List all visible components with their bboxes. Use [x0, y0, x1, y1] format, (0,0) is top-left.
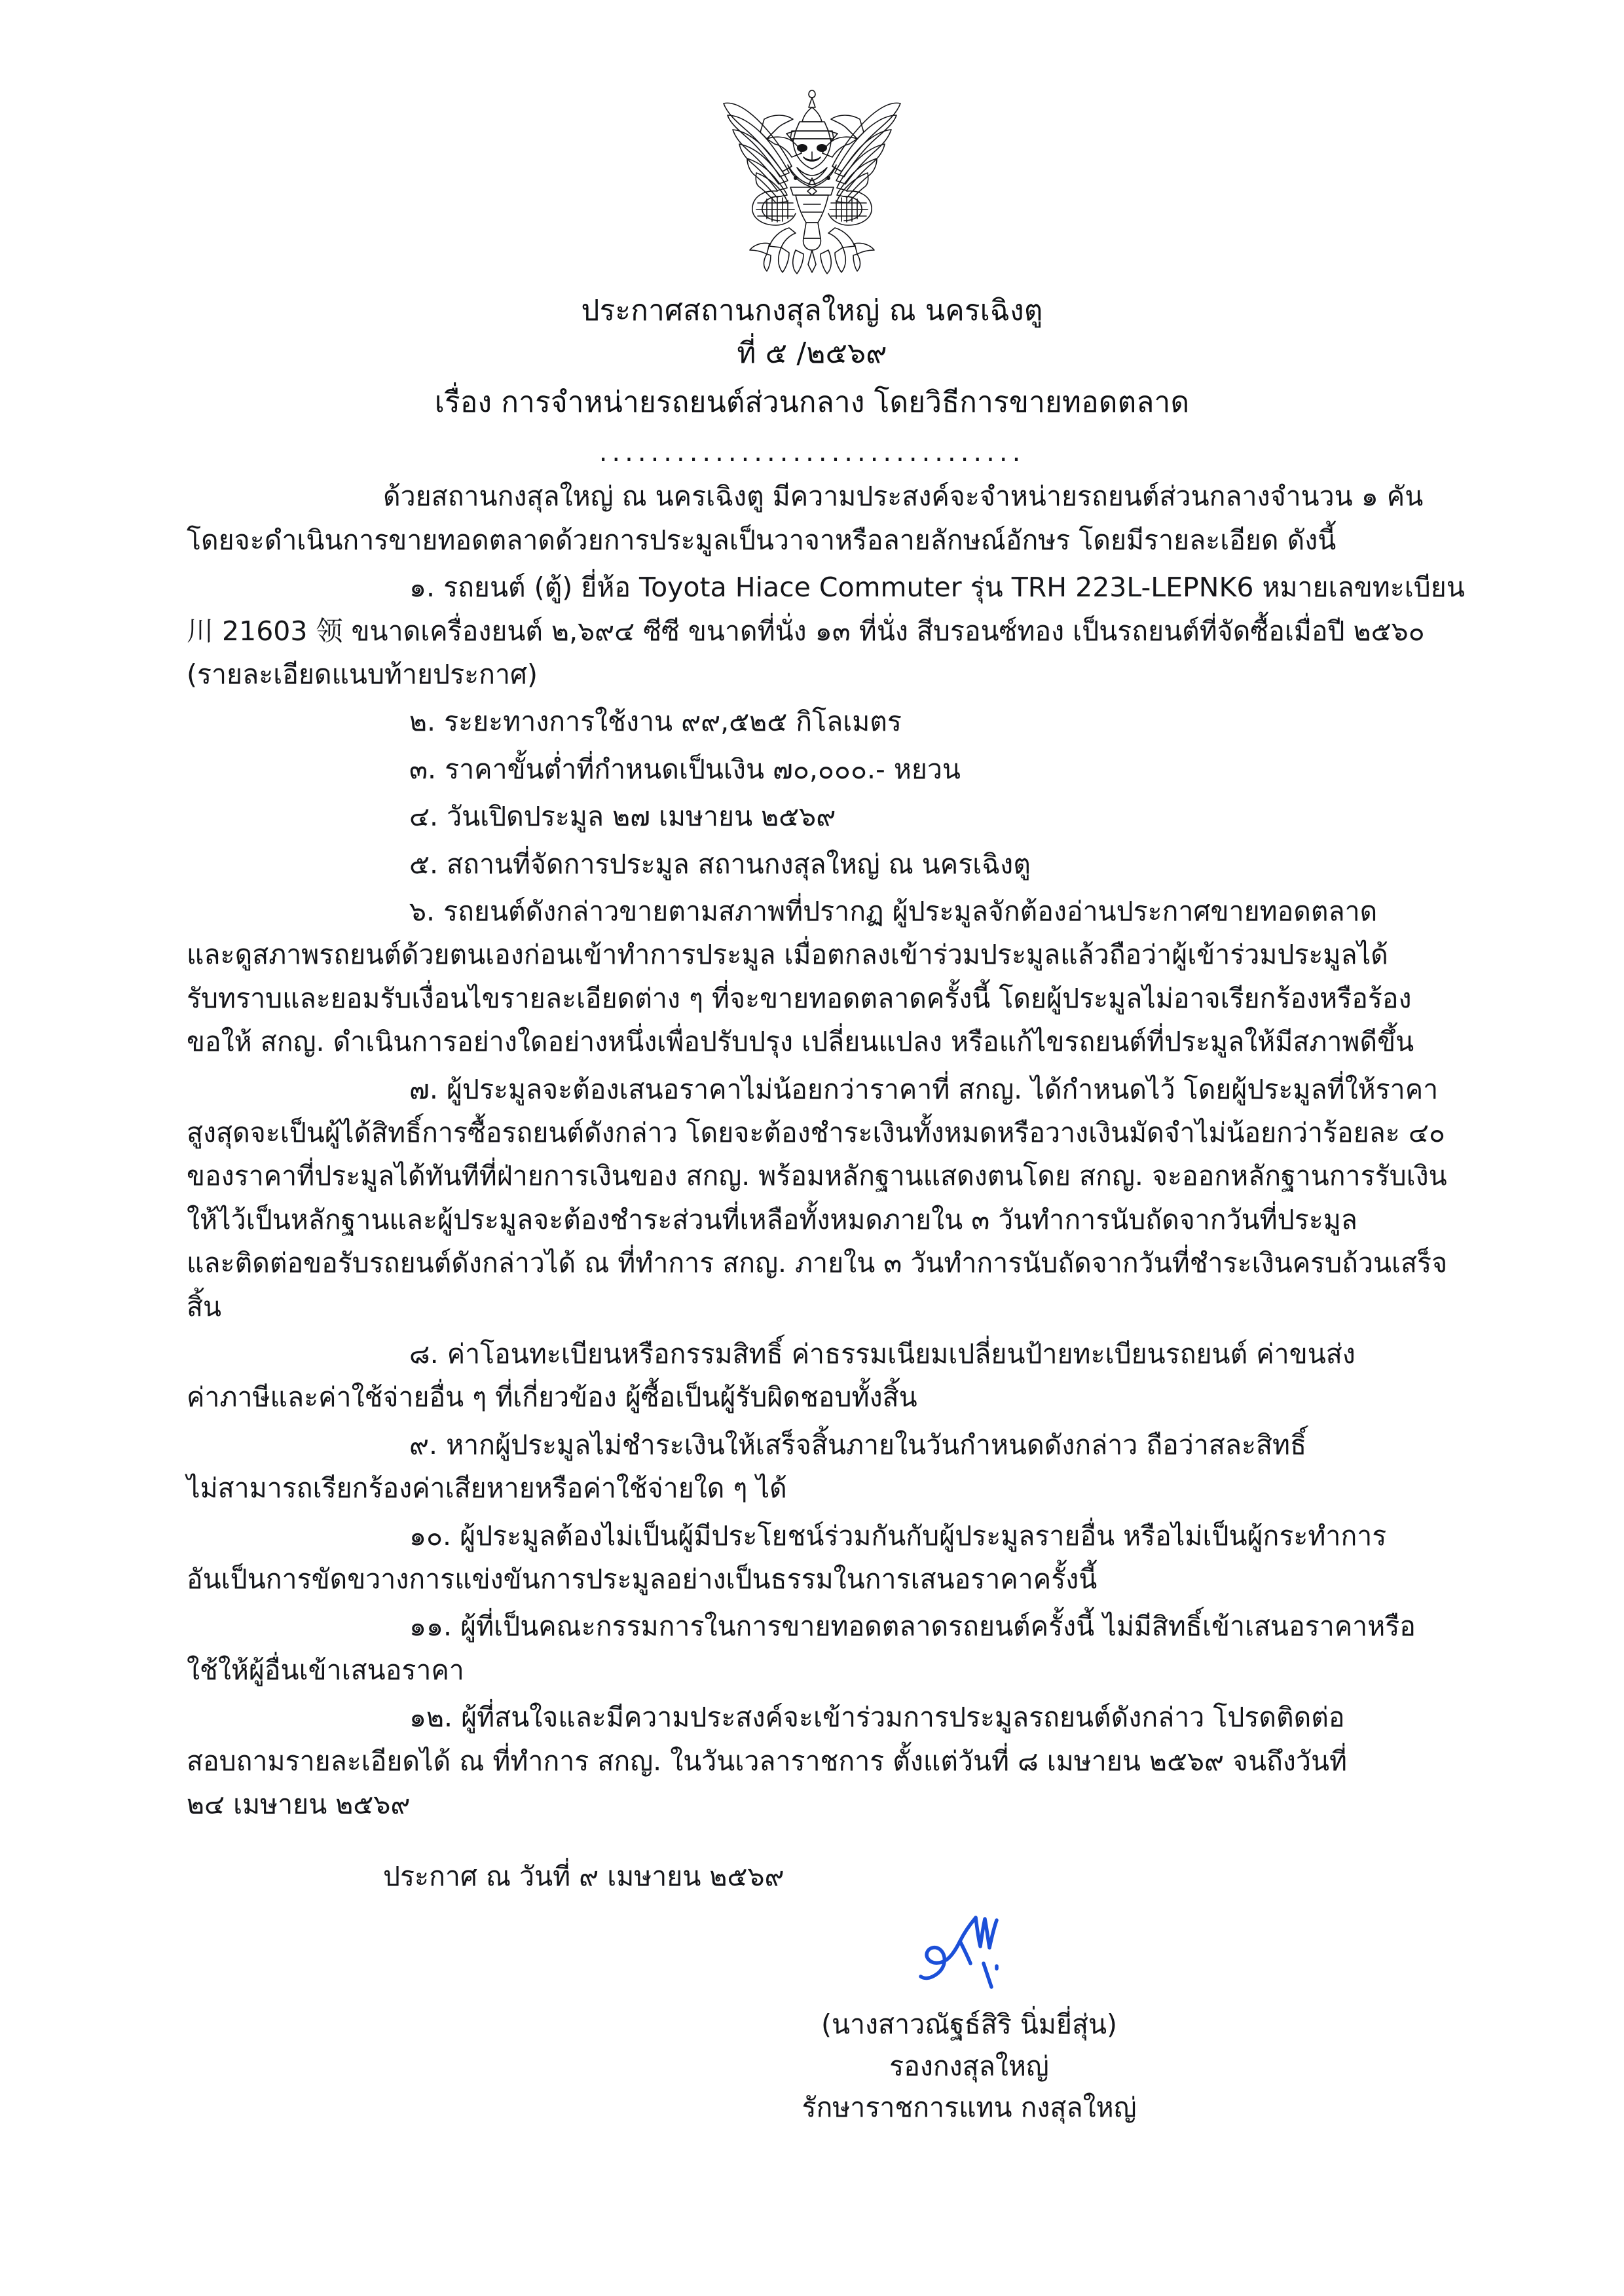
- preamble-line-1: ด้วยสถานกงสุลใหญ่ ณ นครเฉิงตู มีความประสงค์จะจำหน่ายรถยนต์ส่วนกลางจำนวน ๑ คัน: [383, 481, 1424, 513]
- signer-acting-title: รักษาราชการแทน กงสุลใหญ่: [802, 2092, 1137, 2124]
- item-7-line-4: ให้ไว้เป็นหลักฐานและผู้ประมูลจะต้องชำระส่วนที่เหลือทั้งหมดภายใน ๓ วันทำการนับถัดจากวันที่ประมูล: [187, 1203, 1357, 1235]
- announcement-number: ที่ ๕ /๒๕๖๙: [737, 337, 887, 371]
- item-11-line-1: ๑๑. ผู้ที่เป็นคณะกรรมการในการขายทอดตลาดรถยนต์ครั้งนี้ ไม่มีสิทธิ์เข้าเสนอราคาหรือ: [409, 1611, 1416, 1643]
- item-12-line-2: สอบถามรายละเอียดได้ ณ ที่ทำการ สกญ. ในวันเวลาราชการ ตั้งแต่วันที่ ๘ เมษายน ๒๕๖๙ จนถึงวันที่: [187, 1745, 1348, 1777]
- document-body: [147, 475, 1477, 1826]
- emblem-container: [0, 0, 1624, 275]
- item-6-line-2: และดูสภาพรถยนต์ด้วยตนเองก่อนเข้าทำการประมูล เมื่อตกลงเข้าร่วมประมูลแล้วถือว่าผู้เข้าร่วมประมูลได้: [187, 939, 1388, 971]
- signer-name: (นางสาวณัฐธ์สิริ นิ่มยี่สุ่น): [821, 2009, 1118, 2041]
- garuda-emblem: [704, 79, 920, 275]
- item-12-line-3: ๒๔ เมษายน ๒๕๖๙: [187, 1789, 411, 1821]
- item-10-line-2: อันเป็นการขัดขวางการแข่งขันการประมูลอย่างเป็นธรรมในการเสนอราคาครั้งนี้: [187, 1563, 1098, 1595]
- signature-block: [187, 1903, 1477, 2129]
- item-6-line-3: รับทราบและยอมรับเงื่อนไขรายละเอียดต่าง ๆ ที่จะขายทอดตลาดครั้งนี้ โดยผู้ประมูลไม่อาจเรียกร้องหรือร้อง: [187, 982, 1412, 1014]
- item-1-line-2: 川 21603 领 ขนาดเครื่องยนต์ ๒,๖๙๔ ซีซี ขนาดที่นั่ง ๑๓ ที่นั่ง สีบรอนซ์ทอง เป็นรถยนต์ที่จัดซื้อเมื่อปี ๒๕๖๐: [187, 615, 1425, 647]
- item-1-line-1: ๑. รถยนต์ (ตู้) ยี่ห้อ Toyota Hiace Commuter รุ่น TRH 223L-LEPNK6 หมายเลขทะเบียน: [409, 572, 1465, 604]
- item-8-line-1: ๘. ค่าโอนทะเบียนหรือกรรมสิทธิ์ ค่าธรรมเนียมเปลี่ยนป้ายทะเบียนรถยนต์ ค่าขนส่ง: [409, 1338, 1356, 1370]
- announced-on-date: ประกาศ ณ วันที่ ๙ เมษายน ๒๕๖๙: [383, 1860, 784, 1892]
- item-9-line-2: ไม่สามารถเรียกร้องค่าเสียหายหรือค่าใช้จ่ายใด ๆ ได้: [187, 1472, 787, 1504]
- item-12-line-1: ๑๒. ผู้ที่สนใจและมีความประสงค์จะเข้าร่วมการประมูลรถยนต์ดังกล่าว โปรดติดต่อ: [409, 1702, 1345, 1734]
- signer-title: รองกงสุลใหญ่: [889, 2050, 1049, 2082]
- item-7-line-2: สูงสุดจะเป็นผู้ได้สิทธิ์การซื้อรถยนต์ดังกล่าว โดยจะต้องชำระเงินทั้งหมดหรือวางเงินมัดจำไม่น้อยกว่าร้อยละ ๔๐: [187, 1117, 1445, 1149]
- item-4-line-1: ๔. วันเปิดประมูล ๒๗ เมษายน ๒๕๖๙: [409, 801, 836, 833]
- item-2-line-1: ๒. ระยะทางการใช้งาน ๙๙,๕๒๕ กิโลเมตร: [409, 706, 902, 738]
- item-7-line-1: ๗. ผู้ประมูลจะต้องเสนอราคาไม่น้อยกว่าราคาที่ สกญ. ได้กำหนดไว้ โดยผู้ประมูลที่ให้ราคา: [409, 1073, 1439, 1105]
- header-separator: .................................: [599, 437, 1025, 468]
- closing-block: [147, 1857, 1477, 2129]
- announcement-subject: เรื่อง การจำหน่ายรถยนต์ส่วนกลาง โดยวิธีการขายทอดตลาด: [434, 386, 1190, 420]
- organization-title: ประกาศสถานกงสุลใหญ่ ณ นครเฉิงตู: [581, 294, 1043, 327]
- signature-handwriting: [904, 1903, 1035, 2001]
- document-header: [0, 289, 1624, 424]
- item-6-line-1: ๖. รถยนต์ดังกล่าวขายตามสภาพที่ปรากฏ ผู้ประมูลจักต้องอ่านประกาศขายทอดตลาด: [409, 895, 1378, 927]
- item-7-line-3: ของราคาที่ประมูลได้ทันทีที่ฝ่ายการเงินของ สกญ. พร้อมหลักฐานแสดงตนโดย สกญ. จะออกหลักฐานการรับเงิน: [187, 1160, 1447, 1192]
- preamble-line-2: โดยจะดำเนินการขายทอดตลาดด้วยการประมูลเป็นวาจาหรือลายลักษณ์อักษร โดยมีรายละเอียด ดังนี้: [187, 524, 1337, 556]
- item-3-line-1: ๓. ราคาขั้นต่ำที่กำหนดเป็นเงิน ๗๐,๐๐๐.- หยวน: [409, 753, 961, 785]
- item-8-line-2: ค่าภาษีและค่าใช้จ่ายอื่น ๆ ที่เกี่ยวข้อง ผู้ซื้อเป็นผู้รับผิดชอบทั้งสิ้น: [187, 1381, 917, 1413]
- item-6-line-4: ขอให้ สกญ. ดำเนินการอย่างใดอย่างหนึ่งเพื่อปรับปรุง เปลี่ยนแปลง หรือแก้ไขรถยนต์ที่ประมูลให้มีสภาพดีขึ้น: [187, 1026, 1414, 1058]
- item-11-line-2: ใช้ให้ผู้อื่นเข้าเสนอราคา: [187, 1654, 464, 1686]
- item-5-line-1: ๕. สถานที่จัดการประมูล สถานกงสุลใหญ่ ณ นครเฉิงตู: [409, 848, 1031, 880]
- item-7-line-5: และติดต่อขอรับรถยนต์ดังกล่าวได้ ณ ที่ทำการ สกญ. ภายใน ๓ วันทำการนับถัดจากวันที่ชำระเงินครบถ้วนเสร็จสิ้น: [187, 1247, 1448, 1322]
- item-10-line-1: ๑๐. ผู้ประมูลต้องไม่เป็นผู้มีประโยชน์ร่วมกันกับผู้ประมูลรายอื่น หรือไม่เป็นผู้กระทำการ: [409, 1520, 1387, 1552]
- item-1-line-3: (รายละเอียดแนบท้ายประกาศ): [187, 658, 538, 690]
- item-9-line-1: ๙. หากผู้ประมูลไม่ชำระเงินให้เสร็จสิ้นภายในวันกำหนดดังกล่าว ถือว่าสละสิทธิ์: [409, 1429, 1307, 1461]
